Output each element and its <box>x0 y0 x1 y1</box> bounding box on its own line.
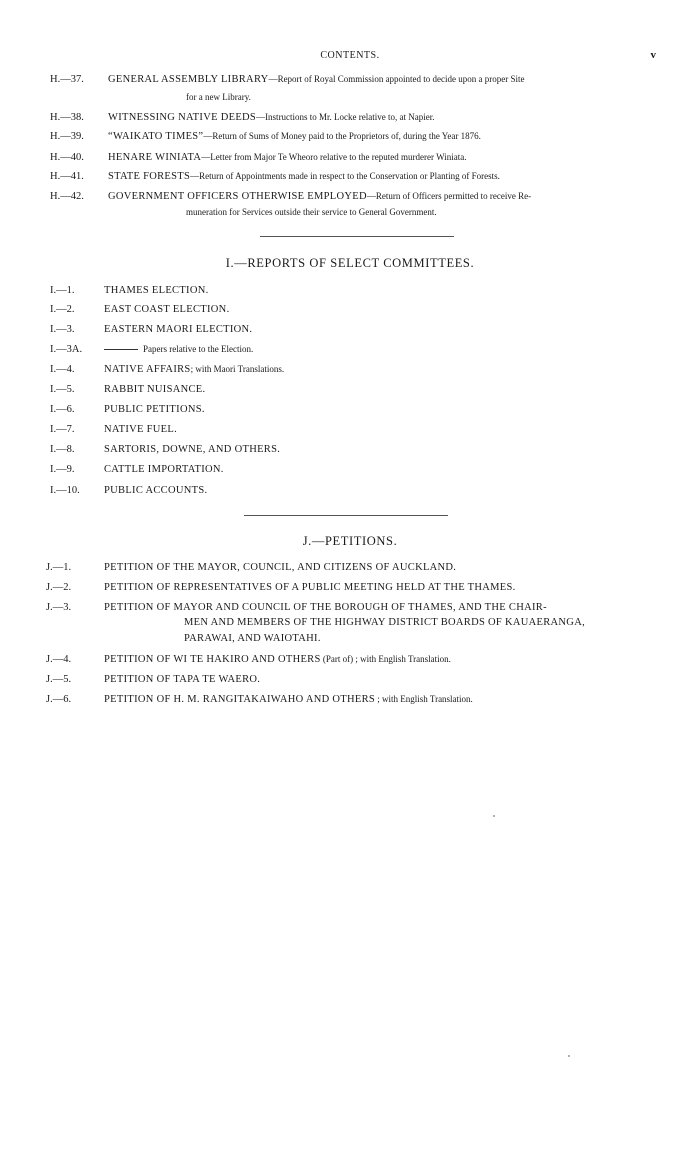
entry-title: EAST COAST ELECTION. <box>104 304 230 315</box>
entry-continuation: MEN AND MEMBERS OF THE HIGHWAY DISTRICT BOARDS OF KAUAERANGA, <box>184 617 586 628</box>
entry-title: PETITION OF REPRESENTATIVES OF A PUBLIC MEETING HELD AT THE THAMES. <box>104 582 516 593</box>
scan-speck <box>493 815 495 817</box>
entry-code: J.—1. <box>46 562 72 573</box>
entry-continuation: PARAWAI, AND WAIOTAHI. <box>184 633 321 644</box>
entry-text <box>104 693 473 706</box>
page-header-title: CONTENTS. <box>320 50 380 61</box>
entry-desc: ; with English Translation. <box>375 694 473 704</box>
entry-code: J.—2. <box>46 582 72 593</box>
entry-code: J.—6. <box>46 694 72 705</box>
entry-code: I.—9. <box>50 464 75 475</box>
entry-text <box>108 73 525 86</box>
entry-title: NATIVE AFFAIRS <box>104 364 191 375</box>
entry-desc: —Instructions to Mr. Locke relative to, at Napier. <box>256 112 435 122</box>
entry-desc: —Return of Sums of Money paid to the Proprietors of, during the Year 1876. <box>203 131 481 141</box>
entry-title: STATE FORESTS <box>108 171 191 182</box>
entry-title: “WAIKATO TIMES” <box>108 131 204 142</box>
entry-title: GENERAL ASSEMBLY LIBRARY <box>108 74 269 85</box>
entry-desc: —Report of Royal Commission appointed to decide upon a proper Site <box>268 74 525 84</box>
entry-title: PUBLIC ACCOUNTS. <box>104 485 208 496</box>
entry-continuation: muneration for Services outside their service to General Government. <box>186 207 437 217</box>
divider <box>244 515 448 516</box>
entry-code: H.—38. <box>50 112 84 123</box>
ditto-dash <box>104 349 138 350</box>
entry-code: J.—3. <box>46 602 72 613</box>
entry-code: I.—4. <box>50 364 75 375</box>
page-number: v <box>650 49 656 61</box>
entry-title: PETITION OF WI TE HAKIRO AND OTHERS <box>104 654 321 665</box>
entry-title: EASTERN MAORI ELECTION. <box>104 324 253 335</box>
entry-desc: —Letter from Major Te Wheoro relative to the reputed murderer Winiata. <box>201 152 467 162</box>
entry-code: H.—41. <box>50 171 84 182</box>
entry-desc: ; with Maori Translations. <box>190 364 285 374</box>
entry-title: Papers relative to the Election. <box>143 344 254 354</box>
entry-code: H.—39. <box>50 131 84 142</box>
entry-title: NATIVE FUEL. <box>104 424 178 435</box>
entry-text <box>108 170 500 183</box>
entry-title: CATTLE IMPORTATION. <box>104 464 224 475</box>
section-title-i: I.—REPORTS OF SELECT COMMITTEES. <box>225 256 475 270</box>
entry-desc: —Return of Officers permitted to receive Re- <box>366 191 532 201</box>
entry-title: PETITION OF THE MAYOR, COUNCIL, AND CITIZENS OF AUCKLAND. <box>104 562 457 573</box>
entry-code: H.—42. <box>50 191 84 202</box>
entry-code: I.—6. <box>50 404 75 415</box>
divider <box>260 236 454 237</box>
entry-title: WITNESSING NATIVE DEEDS <box>108 112 257 123</box>
entry-code: I.—10. <box>50 485 80 496</box>
entry-text <box>104 343 253 356</box>
entry-title: PETITION OF H. M. RANGITAKAIWAHO AND OTHERS <box>104 694 376 705</box>
entry-code: I.—1. <box>50 285 75 296</box>
entry-title: HENARE WINIATA <box>108 152 202 163</box>
entry-continuation: for a new Library. <box>186 92 251 102</box>
entry-title: PETITION OF TAPA TE WAERO. <box>104 674 261 685</box>
entry-code: I.—8. <box>50 444 75 455</box>
entry-code: I.—3A. <box>50 344 83 355</box>
entry-title: PETITION OF MAYOR AND COUNCIL OF THE BOROUGH OF THAMES, AND THE CHAIR- <box>104 602 547 613</box>
entry-title: SARTORIS, DOWNE, AND OTHERS. <box>104 444 281 455</box>
entry-text <box>108 151 466 164</box>
running-header <box>0 50 700 66</box>
entry-title: THAMES ELECTION. <box>104 285 209 296</box>
entry-code: I.—3. <box>50 324 75 335</box>
entry-text <box>104 653 451 666</box>
entry-desc: —Return of Appointments made in respect to the Conservation or Planting of Forests. <box>190 171 500 181</box>
entry-desc: (Part of) ; with English Translation. <box>320 654 451 664</box>
section-title-j: J.—PETITIONS. <box>302 534 398 548</box>
entry-title: GOVERNMENT OFFICERS OTHERWISE EMPLOYED <box>108 191 367 202</box>
entry-title: RABBIT NUISANCE. <box>104 384 206 395</box>
entry-code: J.—5. <box>46 674 72 685</box>
entry-code: I.—7. <box>50 424 75 435</box>
entry-text <box>108 130 481 143</box>
entry-code: J.—4. <box>46 654 72 665</box>
entry-code: I.—5. <box>50 384 75 395</box>
entry-text <box>108 111 435 124</box>
entry-title: PUBLIC PETITIONS. <box>104 404 205 415</box>
scan-speck <box>568 1055 570 1057</box>
entry-code: I.—2. <box>50 304 75 315</box>
entry-text <box>104 363 284 376</box>
entry-code: H.—37. <box>50 74 84 85</box>
entry-code: H.—40. <box>50 152 84 163</box>
entry-text <box>108 190 531 203</box>
